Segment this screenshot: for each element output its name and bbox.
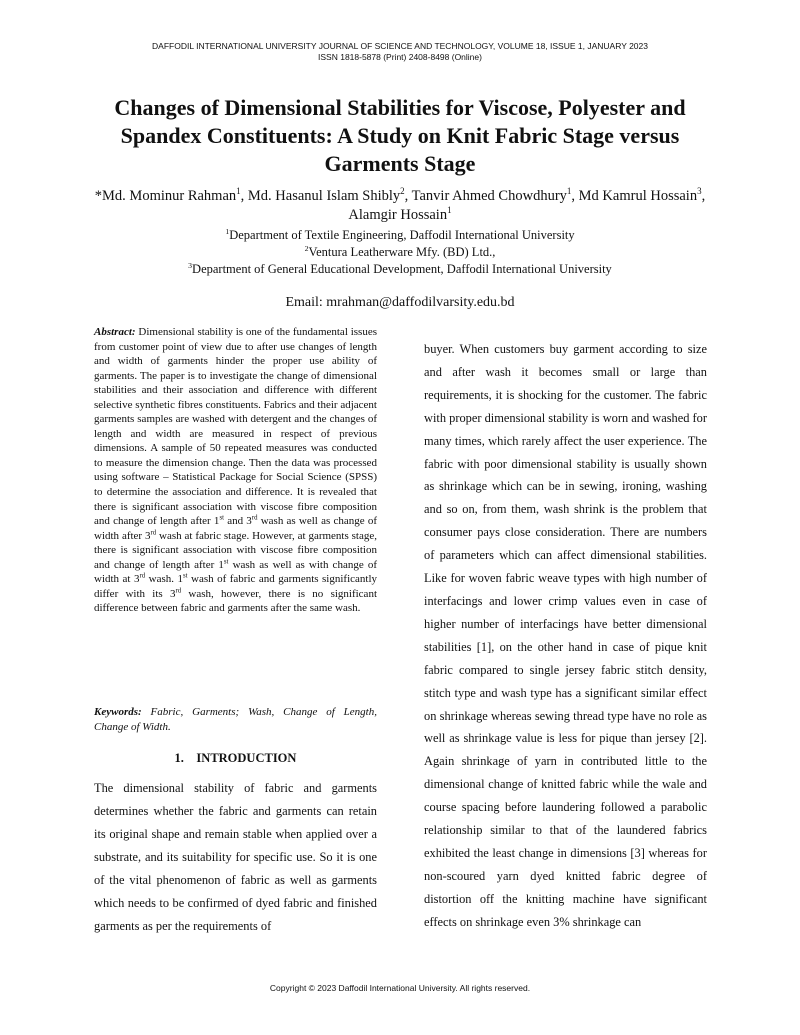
introduction-text-right: buyer. When customers buy garment according to size and after wash it becomes small or large than requirements, it is shocking for the customer. The fabric with proper dimensional stability is worn and washed for many times, which rarely affect the user experience. The fabric with poor dimensional stability is usually shown as shrinkage which can be in sewing, ironing, washing and so on, from them, wash shrink is the problem that consumer pays close consideration. There are numbers of parameters which can affect dimensional stabilities. Like for woven fabric weave types with high number of interfacings and lower crimp values even in case of higher number of interfacings have better dimensional stabilities [1], on the other hand in case of pique knit fabric compared to single jersey fabric stitch density, stitch type and wash type has a significant similar effect on shrinkage whereas sewing thread type have no role as well as shrinkage value is less for pique than jersey [2]. Again shrinkage of yarn in contributed little to the dimensional change of knitted fabric while the wale and course spacing before laundering followed a parabolic relationship similar to that of the laundered fabrics exhibited the least change in dimensions [3] whereas for non-scoured yarn dyed knitted fabric degree of distortion off the knitting machine have significant effects on shrinkage even 3% shrinkage can <box>424 342 707 929</box>
author-affiliation-mark: 1 <box>236 186 241 197</box>
ordinal-suffix: st <box>223 558 229 566</box>
ordinal-suffix: rd <box>150 529 157 536</box>
author-separator: , <box>240 188 248 204</box>
abstract-text: Dimensional stability is one of the fundamental issues from customer point of view due to after use changes of length and width of garments hinder the proper use ability of garments. The paper is to investigate the change of dimensional stabilities and their association and difference with different selective synthetic fibres constituents. Fabrics and their adjacent garments samples are washed with detergent and the changes of length and width are measured in respect of previous dimensions. A sample of 50 repeated measures was conducted to measure the dimension change. Then the data was processed using software – Statistical Package for Social Science (SPSS) to determine the association and difference. It is revealed that there is significant association with viscose fibre composition and change of length after 1 <box>94 326 377 528</box>
affiliation-mark: 1 <box>225 226 230 236</box>
affiliation-mark: 2 <box>304 243 309 253</box>
corresponding-email: Email: mrahman@daffodilvarsity.edu.bd <box>285 295 515 310</box>
abstract-text: wash, however, there is no significant difference between fabric and garments after the same wash. <box>94 587 378 615</box>
author-name: Alamgir Hossain <box>348 207 448 223</box>
author-separator: , <box>571 188 579 204</box>
ordinal-suffix: st <box>219 514 224 522</box>
keywords-value: Fabric, Garments; Wash, Change of Length, Change of Width. <box>94 706 377 733</box>
author-separator: , <box>701 188 706 204</box>
author-affiliation-mark: 1 <box>447 205 452 216</box>
ordinal-suffix: rd <box>139 572 146 580</box>
keywords-label: Keywords: <box>94 706 142 718</box>
paper-title: Changes of Dimensional Stabilities for Viscose, Polyester and Spandex Constituents: A Study on Knit Fabric Stage versus Garments Stage <box>114 95 686 176</box>
author-affiliation-mark: 2 <box>400 186 405 197</box>
author-affiliation-mark: 3 <box>697 186 702 197</box>
author-name: Tanvir Ahmed Chowdhury <box>411 188 567 204</box>
author-affiliation-mark: 1 <box>566 186 572 197</box>
abstract-text: wash as well as with change of width at 3 <box>94 558 377 586</box>
author-name: Md. Hasanul Islam Shibly <box>247 188 401 204</box>
abstract-text: wash at fabric stage. However, at garments stage, there is significant association with viscose fibre composition and change of length after 1 <box>94 529 377 571</box>
author-list <box>60 187 740 225</box>
author-name: *Md. Mominur Rahman <box>94 188 237 204</box>
affiliation-1 <box>60 227 740 243</box>
section-heading-introduction: 1. INTRODUCTION <box>174 751 297 765</box>
affiliation-text: Department of General Educational Development, Daffodil International University <box>192 262 612 276</box>
abstract-label: Abstract: <box>94 326 136 338</box>
abstract-text: wash of fabric and garments significantly differ with its 3 <box>94 573 378 600</box>
abstract-text: wash as well as change of width after 3 <box>94 515 377 542</box>
introduction-text-left: The dimensional stability of fabric and garments determines whether the fabric and garments can retain its original shape and remain stable when applied over a substrate, and its suitability for specific use. So it is one of the vital phenomenon of fabric as well as garments which needs to be confirmed of dyed fabric and finished garments as per the requirements of <box>94 781 377 933</box>
abstract-text: and 3 <box>223 515 252 528</box>
author-name: Md Kamrul Hossain <box>578 188 698 204</box>
affiliation-3 <box>60 261 740 277</box>
affiliation-text: Department of Textile Engineering, Daffodil International University <box>229 228 575 242</box>
affiliation-text: Ventura Leatherware Mfy. (BD) Ltd., <box>308 245 496 259</box>
copyright-footer: Copyright © 2023 Daffodil International University. All rights reserved. <box>269 983 531 993</box>
ordinal-suffix: st <box>182 572 188 580</box>
abstract <box>94 325 377 616</box>
author-separator: , <box>404 188 412 204</box>
keywords <box>94 705 377 734</box>
ordinal-suffix: rd <box>251 514 258 522</box>
journal-header-line1: DAFFODIL INTERNATIONAL UNIVERSITY JOURNAL OF SCIENCE AND TECHNOLOGY, VOLUME 18, ISSUE 1, JANUARY 2023 <box>152 41 648 51</box>
affiliation-2 <box>60 244 740 260</box>
affiliation-mark: 3 <box>188 260 193 270</box>
abstract-text: wash. 1 <box>145 573 183 586</box>
journal-header-issn: ISSN 1818-5878 (Print) 2408-8498 (Online) <box>318 52 482 62</box>
ordinal-suffix: rd <box>175 587 182 595</box>
